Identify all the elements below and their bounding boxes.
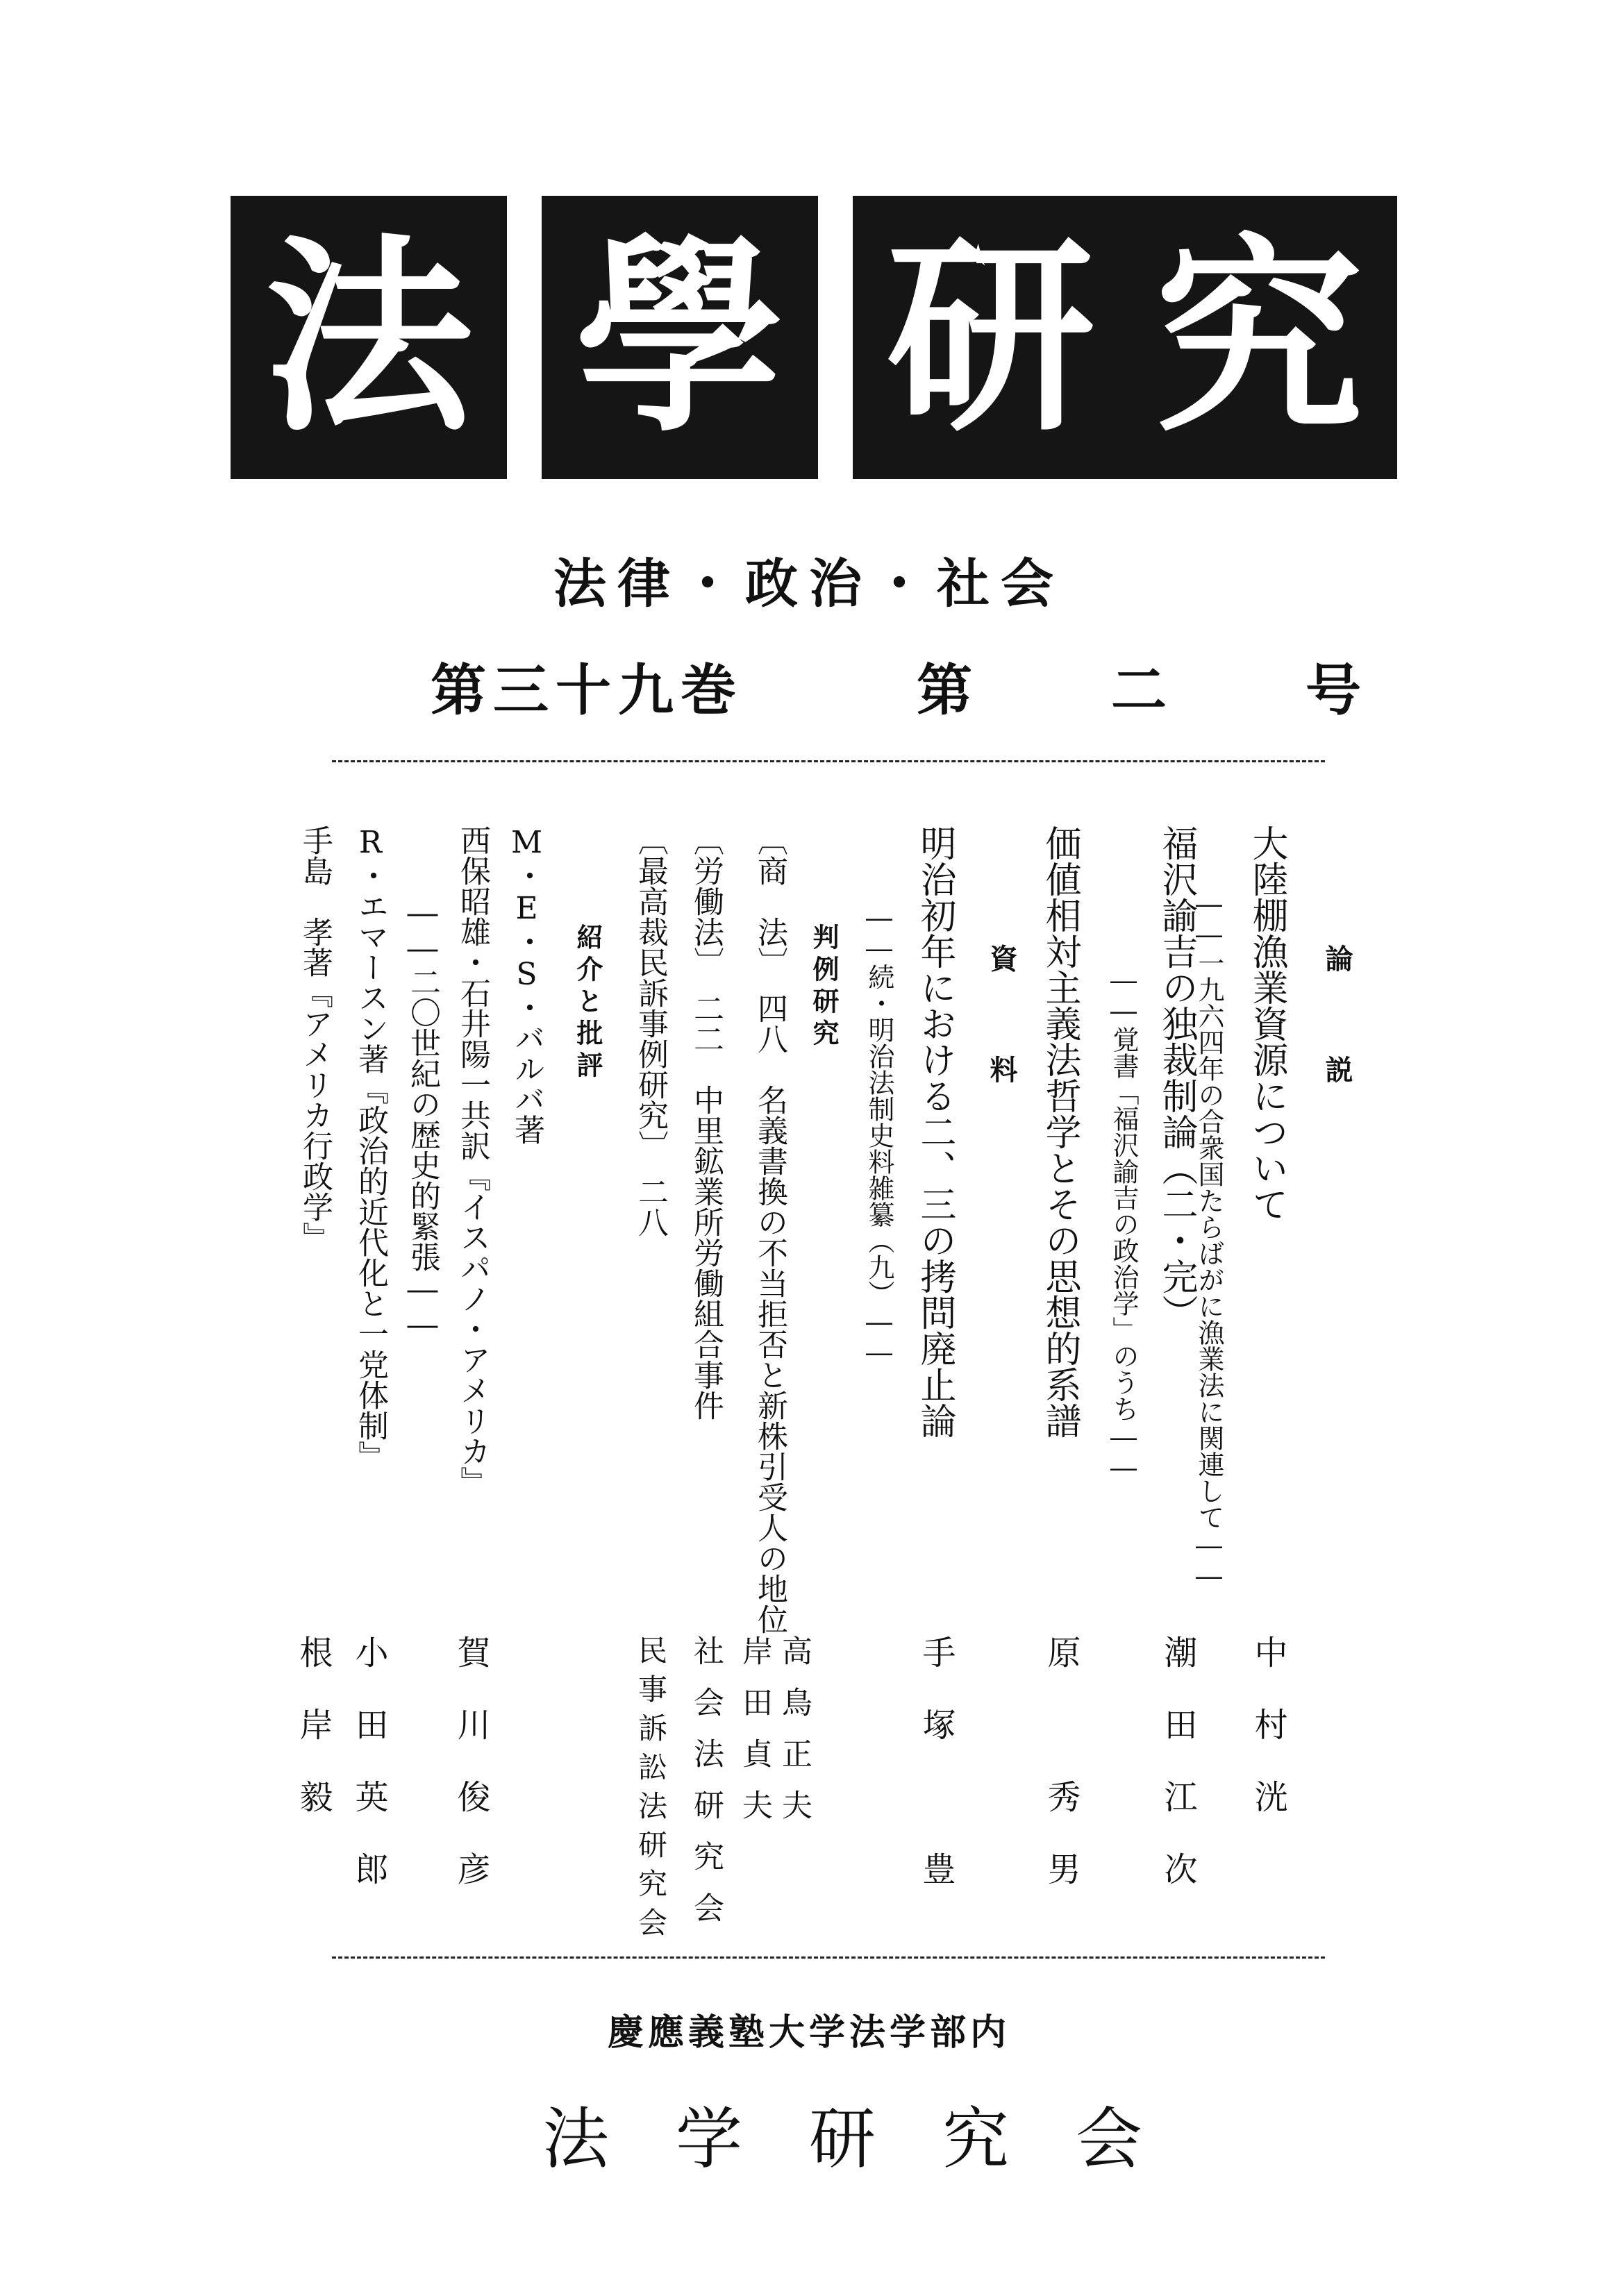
section-heading-shokai: 紹介と批評 <box>572 923 603 1083</box>
article-author-1: 中村洸 <box>1249 1635 1287 1852</box>
article-author-10: 根岸毅 <box>294 1635 333 1852</box>
title-block-3: 研 <box>853 196 1129 479</box>
publisher-affiliation: 慶應義塾大学法学部内 <box>607 2012 1010 2054</box>
journal-title <box>231 196 1397 479</box>
article-author-5a: 高鳥正夫 <box>776 1635 812 1841</box>
article-subtitle-1: ――一九六四年の合衆国たらばがに漁業法に関連して―― <box>1194 889 1224 1591</box>
article-author-2: 潮田江次 <box>1158 1635 1197 1924</box>
article-author-7: 民事訴訟法研究会 <box>634 1635 668 1946</box>
section-heading-shiryo: 資 料 <box>985 944 1017 1111</box>
article-author-8: 賀川俊彦 <box>451 1635 490 1924</box>
article-title-7: 〔最高裁民訴事例研究〕 二八 <box>633 825 668 1237</box>
publisher-name: 法学研究会 <box>542 2100 1209 2178</box>
article-title-4: 明治初年における二、三の拷問廃止論 <box>914 825 956 1439</box>
article-title-6: 〔労働法〕 二二 中里鉱業所労働組合事件 <box>688 825 724 1421</box>
article-subtitle-2: ――覚書「福沢諭吉の政治学」のうち―― <box>1108 965 1139 1483</box>
article-author-3: 原 秀男 <box>1042 1635 1081 1924</box>
title-block-2: 學 <box>542 196 818 479</box>
title-block-4: 究 <box>1121 196 1397 479</box>
article-author-5b: 岸田貞夫 <box>737 1635 772 1841</box>
volume-number: 第三十九巻 <box>431 658 743 723</box>
article-subtitle2-8: ――二〇世紀の歴史的緊張―― <box>405 896 440 1343</box>
section-heading-ronsetsu: 論 説 <box>1321 944 1353 1111</box>
article-author-4: 手塚 豊 <box>917 1635 956 1924</box>
article-title-3: 価値相対主義法哲学とその思想的系譜 <box>1039 825 1081 1439</box>
divider-bottom <box>332 1956 1325 1959</box>
journal-subtitle: 法律・政治・社会 <box>553 553 1065 614</box>
section-heading-hanrei: 判例研究 <box>808 923 839 1051</box>
article-title-1: 大陸棚漁業資源について <box>1246 825 1287 1222</box>
article-title-10: 手島 孝著『アメリカ行政学』 <box>297 825 333 1252</box>
issue-number: 第 二 号 <box>917 658 1403 723</box>
article-title-9: R・エマースン著『政治的近代化と一党体制』 <box>353 825 388 1471</box>
article-title-5: 〔商 法〕 四八 名義書換の不当拒否と新株引受人の地位 <box>752 825 787 1634</box>
article-author-9: 小田英郎 <box>349 1635 388 1924</box>
title-block-1: 法 <box>231 196 507 479</box>
article-author-6: 社会法研究会 <box>688 1635 724 1943</box>
divider-top <box>332 760 1325 762</box>
article-title-8: M・E・S・バルバ著 <box>509 825 544 1145</box>
article-title-2: 福沢諭吉の独裁制論（二・完） <box>1156 825 1197 1330</box>
article-subtitle-8: 西保昭雄・石井陽一共訳『イスパノ・アメリカ』 <box>455 825 490 1497</box>
article-subtitle-4: ――続・明治法制史料雑纂（九）―― <box>864 903 894 1368</box>
